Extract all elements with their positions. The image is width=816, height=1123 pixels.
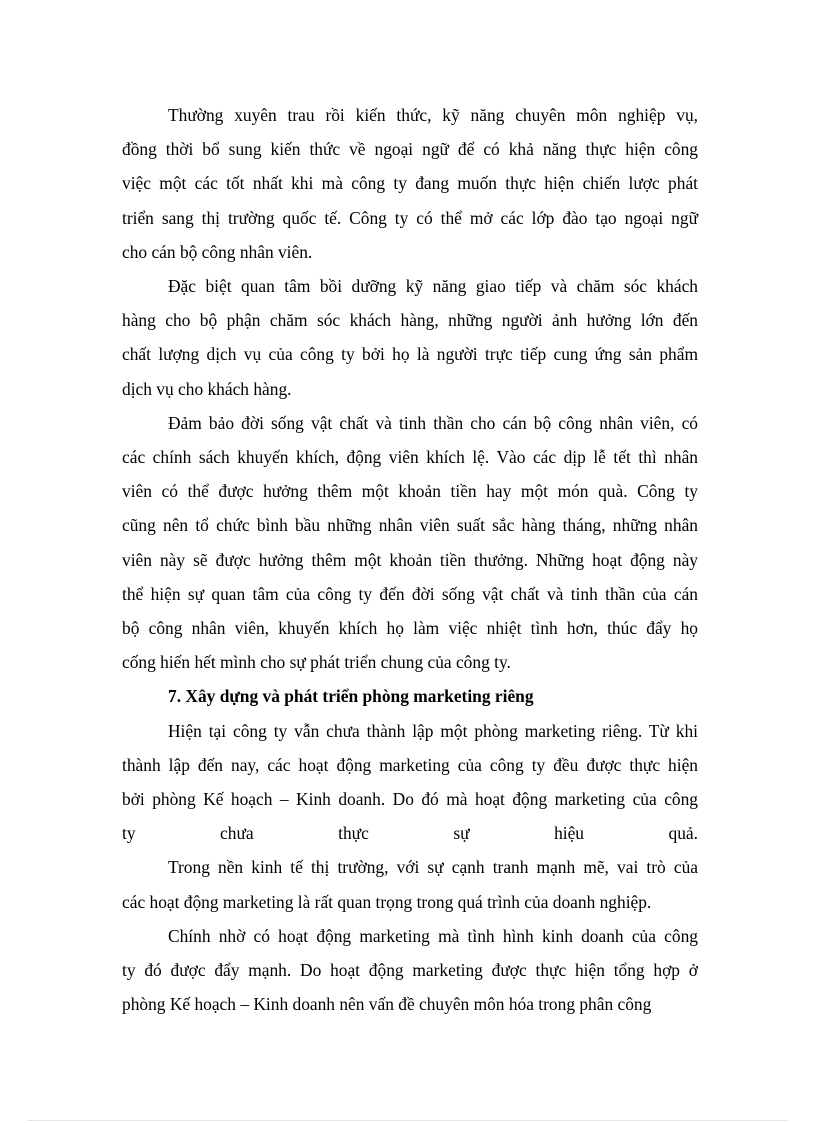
- text-line: dịch vụ cho khách hàng.: [122, 378, 292, 399]
- text-line: triển sang thị trường quốc tế. Công ty có thể mở các lớp đào tạo ngoại ngữ: [122, 207, 698, 228]
- paragraph-3: [122, 406, 698, 680]
- text-line: hàng cho bộ phận chăm sóc khách hàng, những người ảnh hưởng lớn đến: [122, 310, 698, 331]
- text-line: bởi phòng Kế hoạch – Kinh doanh. Do đó mà hoạt động marketing của công: [122, 789, 698, 810]
- page-bottom-divider: [28, 1120, 788, 1121]
- paragraph-1: [122, 98, 698, 269]
- paragraph-2: [122, 269, 698, 406]
- text-line: Đảm bảo đời sống vật chất và tinh thần cho cán bộ công nhân viên, có: [168, 412, 698, 433]
- text-line: bộ công nhân viên, khuyến khích họ làm việc nhiệt tình hơn, thúc đẩy họ: [122, 618, 698, 639]
- text-line: ty chưa thực sự hiệu quả.: [122, 823, 698, 844]
- text-line: cống hiến hết mình cho sự phát triển chung của công ty.: [122, 652, 511, 673]
- text-line: phòng Kế hoạch – Kinh doanh nên vấn đề chuyên môn hóa trong phân công: [122, 994, 652, 1015]
- text-line: viên này sẽ được hưởng thêm một khoản tiền thưởng. Những hoạt động này: [122, 549, 698, 570]
- text-line: Thường xuyên trau rồi kiến thức, kỹ năng chuyên môn nghiệp vụ,: [168, 105, 698, 125]
- paragraph-6: [122, 919, 698, 1022]
- text-line: cũng nên tổ chức bình bầu những nhân viên suất sắc hàng tháng, những nhân: [122, 515, 698, 536]
- text-line: các hoạt động marketing là rất quan trọng trong quá trình của doanh nghiệp.: [122, 891, 652, 912]
- text-line: chất lượng dịch vụ của công ty bởi họ là người trực tiếp cung ứng sản phẩm: [122, 344, 698, 365]
- section-heading: 7. Xây dựng và phát triển phòng marketing riêng: [168, 686, 534, 707]
- paragraph-4: [122, 714, 698, 851]
- text-line: Trong nền kinh tế thị trường, với sự cạnh tranh mạnh mẽ, vai trò của: [168, 857, 698, 878]
- text-line: thành lập đến nay, các hoạt động marketing của công ty đều được thực hiện: [122, 754, 698, 775]
- text-line: cho cán bộ công nhân viên.: [122, 241, 313, 262]
- text-line: các chính sách khuyến khích, động viên khích lệ. Vào các dịp lễ tết thì nhân: [122, 447, 698, 468]
- text-line: Chính nhờ có hoạt động marketing mà tình hình kinh doanh của công: [168, 925, 698, 946]
- text-line: thể hiện sự quan tâm của công ty đến đời sống vật chất và tinh thần của cán: [122, 583, 698, 604]
- document-body: [122, 98, 698, 1021]
- text-line: Hiện tại công ty vẫn chưa thành lập một phòng marketing riêng. Từ khi: [168, 720, 698, 741]
- text-line: đồng thời bổ sung kiến thức về ngoại ngữ để có khả năng thực hiện công: [122, 139, 698, 160]
- text-line: việc một các tốt nhất khi mà công ty đang muốn thực hiện chiến lược phát: [122, 173, 698, 194]
- text-line: Đặc biệt quan tâm bồi dưỡng kỹ năng giao tiếp và chăm sóc khách: [168, 276, 698, 297]
- paragraph-5: [122, 850, 698, 918]
- text-line: viên có thể được hưởng thêm một khoản tiền hay một món quà. Công ty: [122, 481, 698, 502]
- text-line: ty đó được đẩy mạnh. Do hoạt động marketing được thực hiện tổng hợp ở: [122, 960, 698, 981]
